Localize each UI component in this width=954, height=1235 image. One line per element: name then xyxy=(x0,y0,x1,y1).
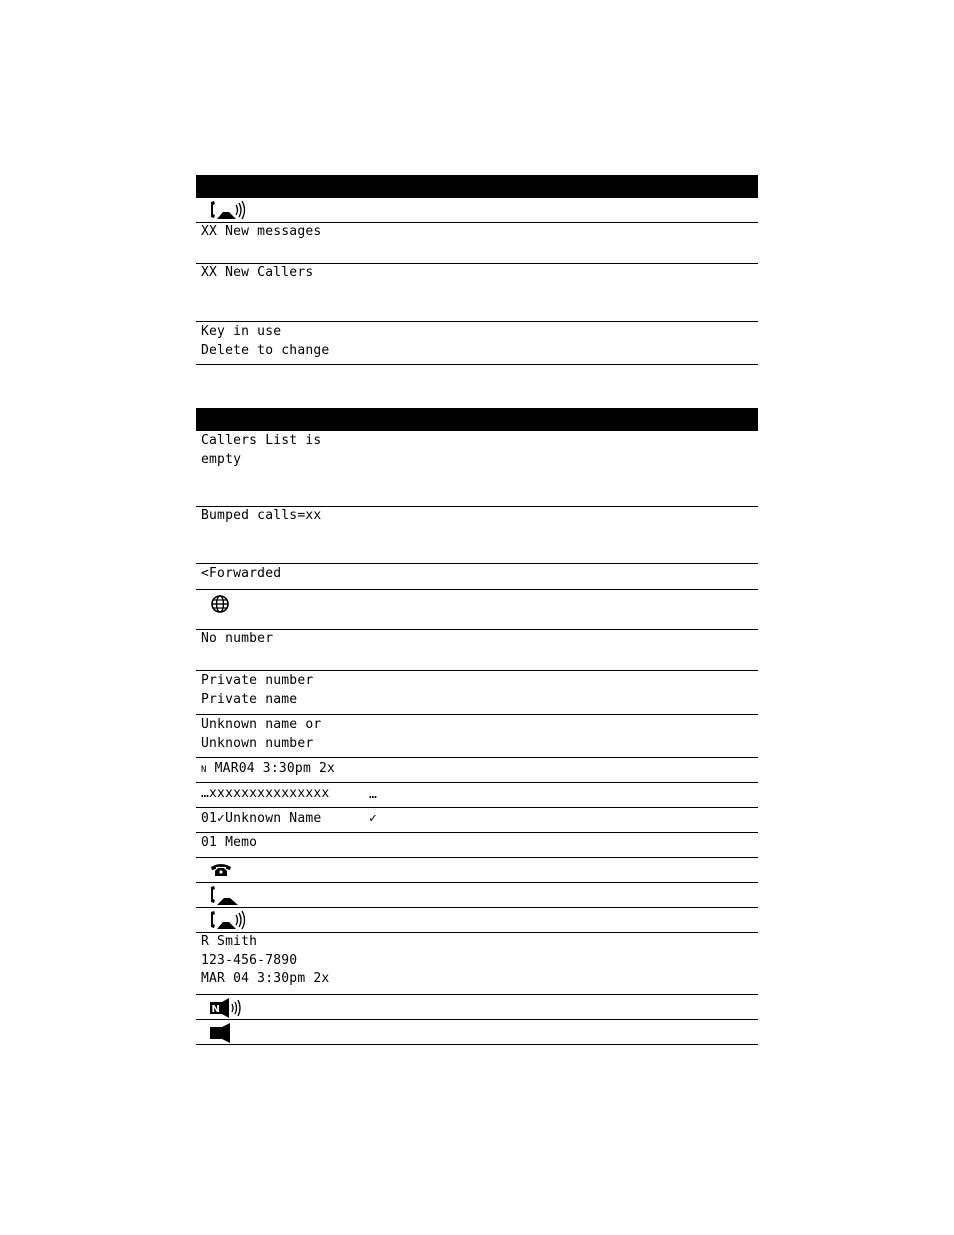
lcd-text: Callers List is empty xyxy=(201,433,322,467)
lcd-text: XX New Callers xyxy=(201,265,314,280)
table-row xyxy=(196,671,758,715)
table-row xyxy=(196,630,758,671)
table-row xyxy=(196,264,758,322)
speaker-icon xyxy=(210,1022,234,1044)
table-row xyxy=(196,1020,758,1045)
table-row xyxy=(196,808,758,833)
display-table-1 xyxy=(196,175,758,365)
handset-tone-volume-icon xyxy=(208,200,248,222)
lcd-text: 01✓Unknown Name xyxy=(201,811,322,826)
table-row xyxy=(196,431,758,507)
svg-text:N: N xyxy=(211,1004,220,1015)
table-row xyxy=(196,715,758,758)
table-row xyxy=(196,564,758,590)
table-row xyxy=(196,995,758,1020)
table-row xyxy=(196,883,758,908)
table-row xyxy=(196,322,758,365)
table-header xyxy=(196,408,758,431)
speaker-n-volume-icon xyxy=(210,997,246,1019)
lcd-text: Private number Private name xyxy=(201,673,314,707)
lcd-text: 01 Memo xyxy=(201,835,258,850)
table-row xyxy=(196,507,758,564)
lcd-text: No number xyxy=(201,631,274,646)
table-row xyxy=(196,908,758,933)
handset-tone-volume-icon xyxy=(208,910,248,932)
lcd-text: Unknown name or Unknown number xyxy=(201,717,322,751)
lcd-text: <Forwarded xyxy=(201,566,282,581)
telephone-icon xyxy=(210,862,232,878)
checkmark-symbol: ✓ xyxy=(369,811,377,826)
lcd-text: Key in use Delete to change xyxy=(201,324,330,358)
new-indicator: N xyxy=(201,765,207,775)
lcd-text: R Smith 123-456-7890 MAR 04 3:30pm 2x xyxy=(201,934,330,986)
handset-tone-icon xyxy=(208,885,244,907)
lcd-text: Bumped calls=xx xyxy=(201,508,322,523)
table-row xyxy=(196,223,758,264)
table-row xyxy=(196,783,758,808)
table-row xyxy=(196,858,758,883)
table-row xyxy=(196,933,758,995)
table-row xyxy=(196,833,758,858)
table-row xyxy=(196,590,758,630)
globe-icon xyxy=(210,595,232,617)
lcd-text: N MAR04 3:30pm 2x xyxy=(201,761,336,776)
table-row xyxy=(196,198,758,223)
table-row xyxy=(196,758,758,783)
display-table-2 xyxy=(196,408,758,1045)
lcd-text: …xxxxxxxxxxxxxxx xyxy=(201,786,330,801)
lcd-text: XX New messages xyxy=(201,224,322,239)
table-header xyxy=(196,175,758,198)
ellipsis-symbol: … xyxy=(369,787,377,802)
